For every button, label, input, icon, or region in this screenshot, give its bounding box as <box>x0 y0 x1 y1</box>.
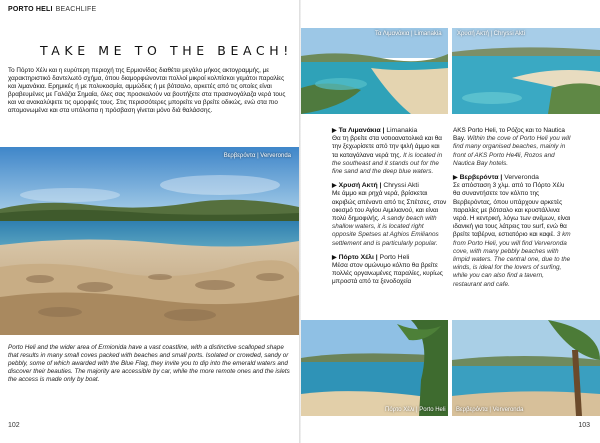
entry-text-greek: Σε απόσταση 3 χλμ. από το Πόρτο Χέλι θα συναντήσετε τον κόλπο της Βερβερόντας, όπου υπάρχουν αρκετές παραλίες με βότσαλο και κρυστάλλινα νερά. Η κεντρική, λόγω των ανέμων, είναι ιδανική για τους λάτρεις του surf, ενώ θα βρείτε ταβέρνα, εστιατόριο και καφέ. <box>453 182 571 239</box>
page-title: TAKE ME TO THE BEACH! <box>40 43 293 58</box>
subsection-label: BEACHLIFE <box>55 6 97 13</box>
entry-text-greek: Με άμμο και ρηχά νερά, βρίσκεται ακριβώς απέναντι από τις Σπέτσες, στον οικισμό του Αγίου Αιμιλιανού, και είναι πολύ δημοφιλής. <box>332 190 447 223</box>
entry-limanakia <box>332 127 447 176</box>
limanakia-photo <box>301 28 448 114</box>
chryssi-akti-photo <box>452 28 600 114</box>
continued-text-greek: AKS Porto Heli, το Ρόζος και το Nautica Bay. <box>453 127 565 143</box>
ververonda-beach-photo <box>0 147 299 335</box>
intro-english-text: Porto Heli and the wider area of Ermionida have a vast coastline, with a distinctive scalloped shape that results in many small coves packed with beaches and small ports. Isolated or crowded, sandy or pebbly, some of which awarded with the Blue Flag, they invite you to dip into the emerald waters and discover their beauties. The majority are accessible by car, while the more remote ones and the islets the access is made only by boat. <box>8 344 290 384</box>
entry-chryssi-akti <box>332 182 447 248</box>
section-label: PORTO HELI <box>8 6 53 13</box>
entry-heading: ▶ Βερβερόντα | Ververonda <box>453 174 539 182</box>
left-page <box>0 0 299 443</box>
entry-name-english: Porto Heli <box>379 253 410 261</box>
entry-text-english: 3 km from Porto Heli, you will find Ververonda cove, with many pebbly beaches with limpid waters. The central one, due to the winds, is ideal for the lovers of surfing, while you can also find a tavern, restaurant and cafe. <box>453 231 571 288</box>
entry-name-english: Ververonda <box>504 174 539 182</box>
entry-name-greek: Βερβερόντα <box>459 174 499 182</box>
entry-heading: ▶ Χρυσή Ακτή | Chryssi Akti <box>332 182 419 190</box>
running-head <box>8 6 96 13</box>
entry-porto-heli <box>332 254 447 287</box>
entry-text-greek: Θα τη βρείτε στα νοτιοανατολικά και θα την ξεχωρίσετε από την ψιλή άμμο και τα καταγάλανα νερά της. <box>332 135 442 159</box>
photo-caption: Βερβερόντα | Ververonda <box>223 153 291 159</box>
bay-illustration <box>301 320 448 416</box>
arrow-icon: ▶ <box>332 183 337 190</box>
entry-text-english: A sandy beach with shallow waters, it is located right opposite Spetses at Aghios Emilianos settlement and is particularly popular. <box>332 215 439 247</box>
entry-text-english: It is located in the southeast and it stands out for the fine sand and the deep blue waters. <box>332 151 443 176</box>
beach-landscape-illustration <box>0 147 299 335</box>
entry-porto-heli-continued <box>453 127 573 168</box>
entry-name-greek: Χρυσή Ακτή <box>338 182 378 190</box>
entry-name-english: Chryssi Akti <box>383 182 419 190</box>
cove-illustration <box>301 28 448 114</box>
continued-text-english: Within the cove of Porto Heli you will find many organised beaches, mainly in front of AKS Porto He4li, Rozos and Nautica Bay hotels. <box>453 135 571 167</box>
ververonda-cove-photo <box>452 320 600 416</box>
beach-entries-column-b <box>453 127 573 295</box>
entry-text-greek: Μέσα στον ομώνυμο κόλπο θα βρείτε πολλές οργανωμένες παραλίες, κυρίως μπροστά από τα ξενοδοχεία <box>332 262 443 286</box>
porto-heli-photo <box>301 320 448 416</box>
page-number: 102 <box>8 422 20 429</box>
photo-caption: Τα Λιμανάκια | Limanakia <box>375 31 442 37</box>
entry-ververonda <box>453 174 573 289</box>
page-number: 103 <box>578 422 590 429</box>
right-page <box>301 0 600 443</box>
arrow-icon: ▶ <box>332 128 337 134</box>
entry-heading: ▶ Πόρτο Χέλι | Porto Heli <box>332 253 410 261</box>
beach-illustration <box>452 28 600 114</box>
cove-pine-illustration <box>452 320 600 416</box>
photo-caption: Πόρτο Χέλι | Porto Heli <box>385 407 446 413</box>
arrow-icon: ▶ <box>453 175 458 182</box>
entry-heading: ▶ Τα Λιμανάκια | Limanakia <box>332 127 418 134</box>
entry-name-english: Limanakia <box>386 127 418 134</box>
entry-name-greek: Τα Λιμανάκια <box>338 127 381 134</box>
entry-name-greek: Πόρτο Χέλι <box>338 253 374 261</box>
beach-entries-column-a <box>332 127 447 293</box>
arrow-icon: ▶ <box>332 254 337 261</box>
photo-caption: Βερβερόντα | Ververonda <box>456 407 524 413</box>
photo-caption: Χρυσή Ακτή | Chryssi Akti <box>457 31 526 37</box>
intro-greek-text: Το Πόρτο Χέλι και η ευρύτερη περιοχή της Ερμιονίδας διαθέτει μεγάλο μήκος ακτογραμμής, με χαρακτηριστικό δαντελωτό σχήμα, όπου διαμορφώνονται πολλοί μικροί κολπίσκοι γεμάτοι παραλίες και λιμανάκια. Ερημικές ή με πολυκοσμία, αμμώδεις ή με βότσαλο, αρκετές από τις οποίες είναι βραβευμένες με Γαλάζια Σημαία, όλες σας προσκαλούν να βουτήξετε στα πρασινογάλαζα νερά τους και να ανακαλύψετε τις ομορφιές τους. Στις περισσότερες μπορείτε να βρείτε οδικώς, ενώ στα πιο απομονωμένα και στα υπόλοιπα η πρόσβαση γίνεται μόνο διά θαλάσσης. <box>8 67 286 115</box>
